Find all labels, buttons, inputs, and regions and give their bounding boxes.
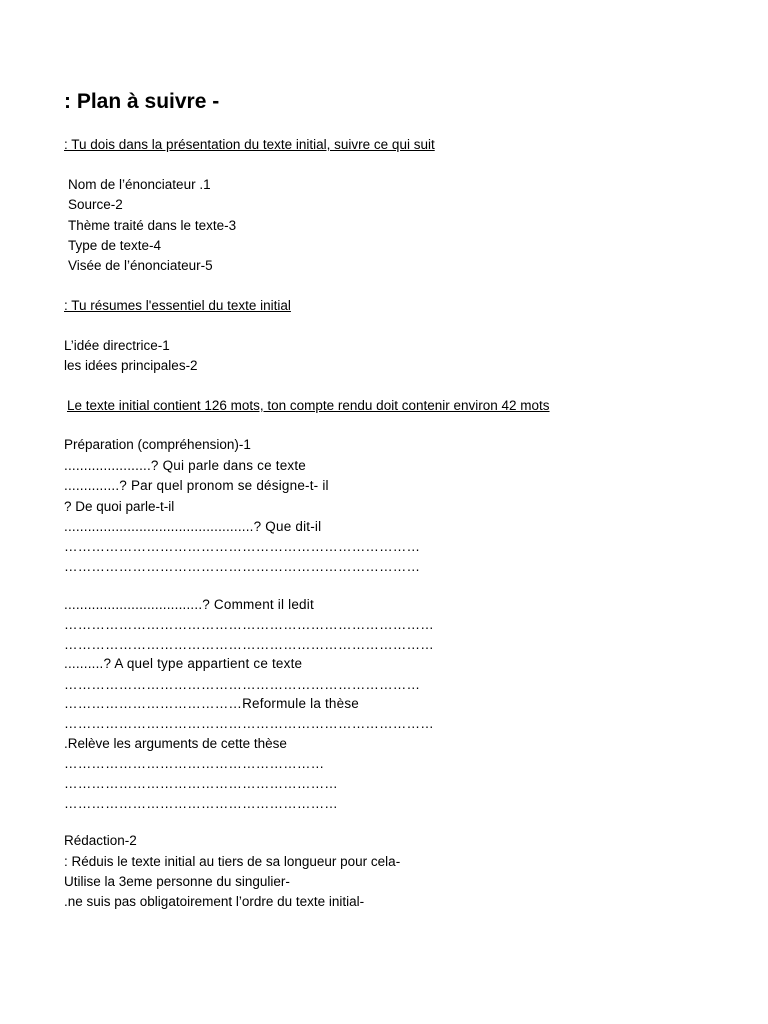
section2-item: L’idée directrice-1 — [64, 338, 170, 353]
answer-dots-line: …………………………………………………………………… — [64, 559, 421, 574]
answer-dots-line: …………………………………………………………………… — [64, 539, 421, 554]
preparation-line: …………………………………Reformule la thèse — [64, 696, 360, 711]
preparation-line: ......................? Qui parle dans ce texte — [64, 458, 307, 473]
section2-item: les idées principales-2 — [64, 358, 198, 373]
redaction-line: Utilise la 3eme personne du singulier- — [64, 874, 290, 889]
section1-item: Nom de l’énonciateur .1 — [68, 177, 211, 192]
section1-item: Type de texte-4 — [68, 238, 162, 253]
answer-dots-line: …………………………………………………… — [64, 796, 338, 811]
preparation-line: ? De quoi parle-t-il — [64, 499, 175, 514]
answer-dots-line: ………………………………………………… — [64, 756, 325, 771]
preparation-heading: Préparation (compréhension)-1 — [64, 437, 251, 452]
section1-item: Visée de l’énonciateur-5 — [68, 258, 213, 273]
section1-heading: : Tu dois dans la présentation du texte initial, suivre ce qui suit — [64, 137, 435, 152]
section1-item: Thème traité dans le texte-3 — [68, 218, 237, 233]
preparation-line: ..............? Par quel pronom se désigne-t- il — [64, 478, 329, 493]
redaction-line: : Réduis le texte initial au tiers de sa longueur pour cela- — [64, 854, 401, 869]
preparation-line: ...................................? Comment il ledit — [64, 597, 314, 612]
word-count-note: Le texte initial contient 126 mots, ton compte rendu doit contenir environ 42 mots — [67, 398, 550, 413]
page-title: : Plan à suivre - — [64, 90, 220, 113]
answer-dots-line: ……………………………………………………………………… — [64, 637, 434, 652]
preparation-line: .Relève les arguments de cette thèse — [64, 736, 287, 751]
answer-dots-line: ……………………………………………………………………… — [64, 716, 434, 731]
redaction-line: .ne suis pas obligatoirement l’ordre du texte initial- — [64, 894, 365, 909]
section1-item: Source-2 — [68, 197, 123, 212]
redaction-heading: Rédaction-2 — [64, 833, 137, 848]
preparation-line: ..........? A quel type appartient ce texte — [64, 656, 303, 671]
answer-dots-line: ……………………………………………………………………… — [64, 617, 434, 632]
section2-heading: : Tu résumes l'essentiel du texte initial — [64, 298, 291, 313]
answer-dots-line: …………………………………………………… — [64, 776, 338, 791]
answer-dots-line: …………………………………………………………………… — [64, 677, 421, 692]
preparation-line: ................................................? Que dit-il — [64, 519, 322, 534]
